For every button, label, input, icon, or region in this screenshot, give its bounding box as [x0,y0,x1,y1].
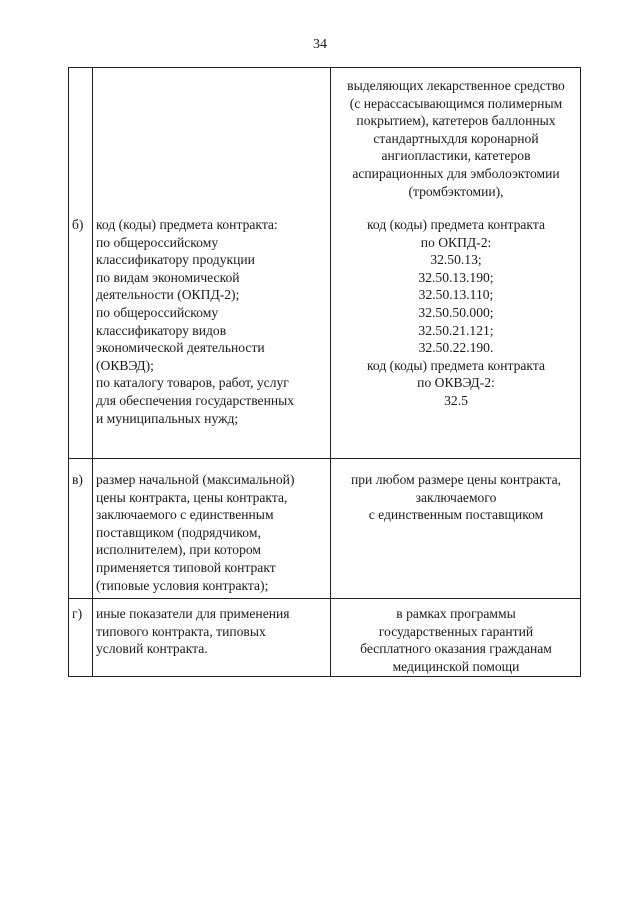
text-line: и муниципальных нужд; [96,410,239,426]
text-line: по каталогу товаров, работ, услуг [96,375,289,391]
table-bottom-border [68,676,581,677]
contract-parameters-table [68,67,581,677]
text-line: типового контракта, типовых [96,623,266,639]
text-line: код (коды) предмета контракта [367,357,545,373]
row-letter-g: г) [72,606,83,621]
row-g-value [331,605,581,675]
row-letter-b: б) [72,217,84,232]
table-left-border [68,67,69,677]
text-line: 32.50.21.121; [418,322,494,338]
text-line: выделяющих лекарственное средство [347,78,565,93]
page-number: 34 [313,37,327,52]
text-line: ангиопластики, катетеров [381,148,531,164]
row-g-parameter [93,605,327,658]
row-letter-v: в) [72,472,83,487]
text-line: исполнителем), при котором [96,542,262,558]
text-line: иные показатели для применения [96,606,290,621]
row-v-parameter [93,471,327,594]
text-line: по видам экономической [96,269,240,285]
row-b-parameter [93,216,327,427]
text-line: код (коды) предмета контракта: [96,217,278,232]
text-line: поставщиком (подрядчиком, [96,524,261,540]
continuation-cell [331,77,581,200]
text-line: 32.50.13.110; [418,287,494,303]
text-line: 32.50.50.000; [418,304,494,320]
row-v-value [331,471,581,524]
text-line: бесплатного оказания гражданам [360,641,552,657]
text-line: классификатору продукции [96,252,255,268]
row-divider-g [68,598,581,599]
text-line: с единственным поставщиком [368,507,544,523]
text-line: (тромбэктомии), [408,183,504,199]
text-line: в рамках программы [396,606,516,621]
text-line: деятельности (ОКПД-2); [96,287,240,303]
text-line: покрытием), катетеров баллонных [356,113,556,129]
text-line: экономической деятельности [96,340,265,356]
text-line: по общероссийскому [96,304,219,320]
text-line: цены контракта, цены контракта, [96,489,288,505]
text-line: 32.50.22.190. [418,340,494,356]
text-line: 32.50.13.190; [418,269,494,285]
text-line: классификатору видов [96,322,227,338]
text-line: при любом размере цены контракта, [350,472,561,487]
text-line: по общероссийскому [96,234,219,250]
text-line: (ОКВЭД); [96,357,154,373]
text-line: аспирационных для эмболоэктомии [352,165,560,181]
text-line: код (коды) предмета контракта [367,217,545,232]
text-line: применяется типовой контракт [96,559,276,575]
table-top-border [68,67,581,68]
text-line: заключаемого [415,489,497,505]
text-line: для обеспечения государственных [96,392,295,408]
text-line: условий контракта. [96,641,208,657]
text-line: по ОКВЭД-2: [417,375,495,391]
text-line: 32.5 [444,392,468,408]
text-line: (типовые условия контракта); [96,577,269,593]
text-line: заключаемого с единственным [96,507,274,523]
text-line: 32.50.13; [430,252,482,268]
row-b-value [331,216,581,410]
text-line: (с нерассасывающимся полимерным [349,95,563,111]
text-line: стандартныхдля коронарной [373,130,539,146]
text-line: размер начальной (максимальной) [96,472,295,487]
text-line: по ОКПД-2: [420,234,492,250]
text-line: государственных гарантий [378,623,534,639]
text-line: медицинской помощи [392,658,520,674]
row-divider-v [68,458,581,459]
